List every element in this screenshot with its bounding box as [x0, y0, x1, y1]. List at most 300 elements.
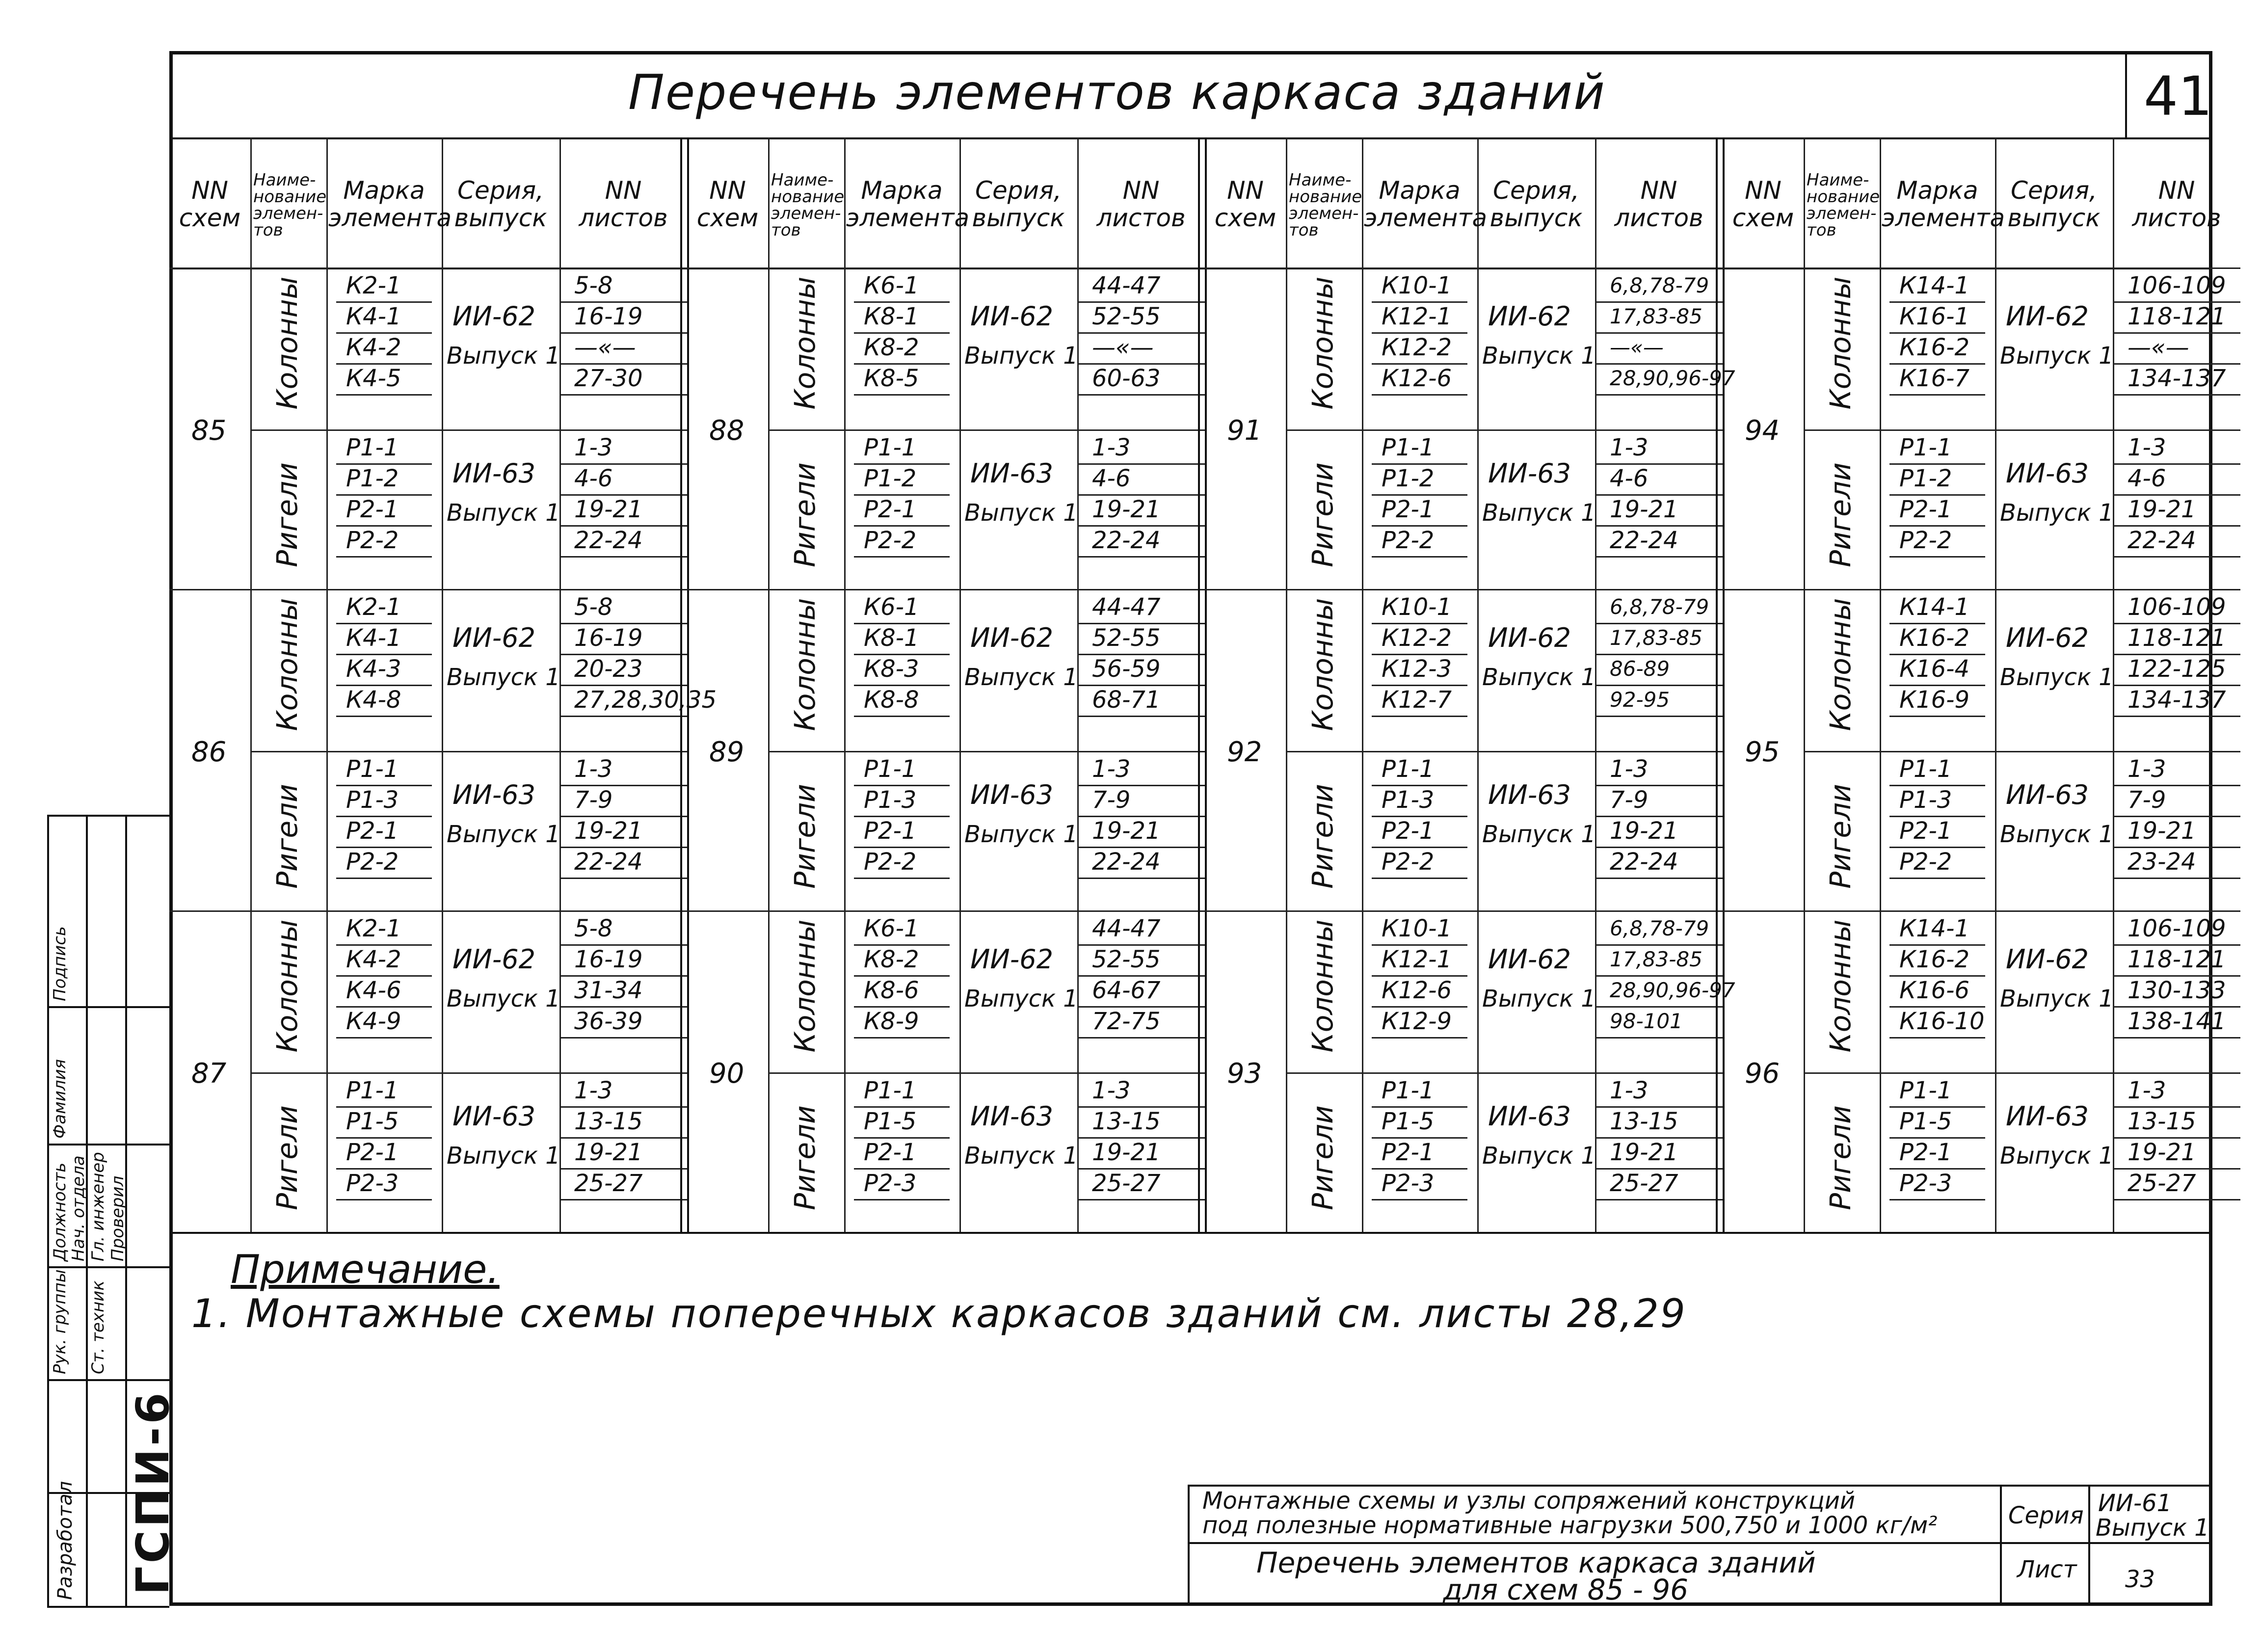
title-underline: [169, 137, 2212, 139]
subgroup-line: [250, 429, 687, 431]
column-mark: К8-8: [864, 686, 919, 714]
column-mark: К8-5: [864, 365, 919, 392]
group-line: [687, 910, 1205, 912]
group-line: [1723, 910, 2240, 912]
column-series: ИИ-62: [1488, 622, 1571, 653]
row-line: [854, 1037, 950, 1039]
girder-series: ИИ-63: [452, 1101, 535, 1132]
girder-issue: Выпуск 1: [2000, 821, 2114, 848]
column-sheets: 118-121: [2128, 624, 2226, 652]
column-sheets: 5-8: [574, 593, 613, 621]
column-mark: К10-1: [1382, 915, 1452, 942]
column-mark: К16-2: [1899, 946, 1970, 973]
girder-series: ИИ-63: [452, 779, 535, 810]
girder-sheets: 1-3: [1610, 434, 1649, 461]
girder-mark: Р2-1: [1382, 1139, 1435, 1166]
column-series: ИИ-62: [2006, 944, 2089, 975]
header-element-name: Наиме-нование элемен-тов: [253, 170, 327, 240]
row-line: [1595, 556, 1723, 558]
row-line: [854, 1199, 950, 1200]
girder-mark: Р2-2: [346, 848, 399, 876]
column-mark: К10-1: [1382, 593, 1452, 621]
column-issue: Выпуск 1: [447, 985, 560, 1013]
column-sheets: 17,83-85: [1610, 626, 1702, 650]
group-line: [169, 910, 687, 912]
column-mark: К4-6: [346, 977, 401, 1004]
column-mark: К2-1: [346, 915, 401, 942]
column-mark: К16-6: [1899, 977, 1970, 1004]
girder-series: ИИ-63: [2006, 779, 2089, 810]
subgroup-line: [250, 751, 687, 752]
row-line: [559, 394, 687, 396]
girder-mark: Р1-1: [1382, 755, 1435, 783]
girder-mark: Р1-1: [1899, 1077, 1952, 1104]
girder-sheets: 13-15: [2128, 1108, 2196, 1135]
column-line: [442, 137, 443, 1232]
title-block-description-1: Монтажные схемы и узлы сопряжений конструкций: [1202, 1487, 1856, 1515]
row-line: [559, 1199, 687, 1200]
girder-sheets: 13-15: [574, 1108, 643, 1135]
girder-sheets: 7-9: [2128, 786, 2166, 814]
column-mark: К12-2: [1382, 624, 1452, 652]
subgroup-line: [1286, 751, 1723, 752]
column-mark: К8-3: [864, 655, 919, 683]
girder-sheets: 1-3: [2128, 434, 2166, 461]
block-divider: [1205, 137, 1207, 1232]
girder-mark: Р1-2: [1382, 465, 1435, 492]
girder-issue: Выпуск 1: [2000, 1142, 2114, 1170]
girder-sheets: 1-3: [574, 1077, 613, 1104]
header-sheets: NN листов: [1096, 176, 1186, 232]
girder-mark: Р1-1: [346, 434, 399, 461]
column-sheets: 138-141: [2128, 1008, 2226, 1035]
column-sheets: 5-8: [574, 272, 613, 299]
group-line: [169, 267, 687, 269]
column-series: ИИ-62: [1488, 301, 1571, 332]
subgroup-line: [768, 429, 1205, 431]
column-sheets: 56-59: [1092, 655, 1161, 683]
header-schemes: NN схем: [1214, 176, 1277, 232]
element-name-girders: Ригели: [270, 1105, 304, 1210]
girder-sheets: 1-3: [2128, 755, 2166, 783]
element-name-columns: Колонны: [270, 919, 304, 1053]
girder-sheets: 19-21: [1092, 496, 1161, 523]
column-mark: К14-1: [1899, 593, 1970, 621]
row-line: [2113, 1199, 2240, 1200]
scheme-number: 89: [709, 736, 745, 768]
column-mark: К6-1: [864, 593, 919, 621]
girder-mark: Р2-3: [346, 1170, 399, 1197]
column-mark: К4-8: [346, 686, 401, 714]
scheme-number: 86: [191, 736, 227, 768]
column-sheets: 44-47: [1092, 915, 1161, 942]
girder-mark: Р1-1: [1899, 434, 1952, 461]
girder-mark: Р1-3: [1382, 786, 1435, 814]
header-schemes: NN схем: [1732, 176, 1794, 232]
column-sheets: 118-121: [2128, 946, 2226, 973]
column-sheets: 5-8: [574, 915, 613, 942]
note-title: Примечание.: [231, 1247, 500, 1292]
header-mark: Марка элемента: [1882, 176, 2005, 232]
column-mark: К10-1: [1382, 272, 1452, 299]
header-sheets: NN листов: [2132, 176, 2221, 232]
girder-mark: Р2-2: [864, 848, 917, 876]
row-line: [1077, 394, 1205, 396]
girder-sheets: 22-24: [1092, 527, 1161, 554]
group-line: [1205, 589, 1723, 590]
element-name-girders: Ригели: [788, 462, 822, 567]
girder-series: ИИ-63: [970, 1101, 1053, 1132]
girder-sheets: 1-3: [574, 755, 613, 783]
column-mark: К6-1: [864, 272, 919, 299]
element-name-columns: Колонны: [270, 598, 304, 731]
column-sheets: 17,83-85: [1610, 947, 1702, 971]
girder-mark: Р2-1: [1899, 817, 1952, 845]
column-issue: Выпуск 1: [1482, 342, 1596, 370]
girder-sheets: 1-3: [2128, 1077, 2166, 1104]
row-line: [559, 556, 687, 558]
girder-mark: Р1-1: [864, 434, 917, 461]
column-mark: К14-1: [1899, 915, 1970, 942]
girder-sheets: 23-24: [2128, 848, 2196, 876]
girder-issue: Выпуск 1: [1482, 1142, 1596, 1170]
girder-mark: Р1-3: [864, 786, 917, 814]
header-mark: Марка элемента: [1364, 176, 1488, 232]
column-sheets: —«—: [1610, 335, 1664, 359]
girder-sheets: 22-24: [2128, 527, 2196, 554]
column-series: ИИ-62: [2006, 301, 2089, 332]
girder-sheets: 19-21: [1610, 496, 1678, 523]
column-sheets: 64-67: [1092, 977, 1161, 1004]
row-line: [2113, 394, 2240, 396]
column-mark: К16-2: [1899, 624, 1970, 652]
column-mark: К8-2: [864, 946, 919, 973]
row-line: [1595, 1037, 1723, 1039]
row-line: [1372, 716, 1467, 717]
girder-mark: Р2-2: [346, 527, 399, 554]
girder-series: ИИ-63: [452, 458, 535, 489]
row-line: [1595, 716, 1723, 717]
girder-sheets: 4-6: [574, 465, 613, 492]
column-sheets: 27-30: [574, 365, 643, 392]
stamp-row-checked: Проверил: [108, 1175, 128, 1261]
girder-mark: Р2-1: [346, 496, 399, 523]
row-line: [2113, 556, 2240, 558]
column-line: [1804, 137, 1805, 1232]
row-line: [336, 556, 432, 558]
column-sheets: 134-137: [2128, 365, 2226, 392]
column-mark: К12-1: [1382, 946, 1452, 973]
subgroup-line: [768, 1072, 1205, 1074]
girder-sheets: 4-6: [2128, 465, 2166, 492]
girder-sheets: 22-24: [1092, 848, 1161, 876]
element-name-girders: Ригели: [270, 462, 304, 567]
girder-mark: Р2-1: [1899, 1139, 1952, 1166]
column-series: ИИ-62: [1488, 944, 1571, 975]
column-sheets: 52-55: [1092, 624, 1161, 652]
girder-mark: Р1-5: [1382, 1108, 1435, 1135]
block-divider: [1198, 137, 1200, 1232]
girder-sheets: 7-9: [1092, 786, 1131, 814]
column-issue: Выпуск 1: [447, 342, 560, 370]
girder-series: ИИ-63: [1488, 1101, 1571, 1132]
girder-mark: Р1-5: [346, 1108, 399, 1135]
row-line: [1372, 1037, 1467, 1039]
element-name-columns: Колонны: [1306, 598, 1339, 731]
column-sheets: 16-19: [574, 303, 643, 330]
column-sheets: 16-19: [574, 624, 643, 652]
row-line: [336, 394, 432, 396]
table-bottom-line: [169, 1232, 2212, 1234]
row-line: [1889, 878, 1985, 879]
girder-series: ИИ-63: [1488, 779, 1571, 810]
column-issue: Выпуск 1: [447, 664, 560, 691]
girder-sheets: 19-21: [1092, 1139, 1161, 1166]
column-sheets: 92-95: [1610, 688, 1670, 712]
girder-sheets: 4-6: [1610, 465, 1649, 492]
girder-sheets: 19-21: [574, 817, 643, 845]
group-line: [1723, 267, 2240, 269]
row-line: [1372, 1199, 1467, 1200]
row-line: [854, 716, 950, 717]
header-element-name: Наиме-нование элемен-тов: [771, 170, 845, 240]
girder-issue: Выпуск 1: [447, 1142, 560, 1170]
subgroup-line: [768, 751, 1205, 752]
group-line: [687, 267, 1205, 269]
column-line: [1477, 137, 1479, 1232]
column-sheets: 106-109: [2128, 272, 2226, 299]
column-series: ИИ-62: [452, 944, 535, 975]
block-divider: [1723, 137, 1725, 1232]
column-sheets: 6,8,78-79: [1610, 916, 1709, 940]
girder-sheets: 4-6: [1092, 465, 1131, 492]
element-name-girders: Ригели: [1306, 784, 1339, 889]
stamp-row-tech: Ст. техник: [88, 1280, 108, 1374]
column-sheets: 98-101: [1610, 1009, 1683, 1033]
column-sheets: 36-39: [574, 1008, 643, 1035]
page-number-divider: [2125, 51, 2127, 139]
girder-mark: Р2-3: [1899, 1170, 1952, 1197]
row-line: [1889, 1199, 1985, 1200]
row-line: [1595, 394, 1723, 396]
row-line: [1889, 394, 1985, 396]
column-line: [250, 137, 252, 1232]
row-line: [854, 556, 950, 558]
column-sheets: 6,8,78-79: [1610, 595, 1709, 619]
column-issue: Выпуск 1: [1482, 664, 1596, 691]
stamp-surname-col: Фамилия: [50, 1059, 70, 1139]
scheme-number: 96: [1745, 1058, 1780, 1090]
girder-mark: Р1-1: [1382, 1077, 1435, 1104]
girder-mark: Р2-1: [1382, 496, 1435, 523]
element-name-girders: Ригели: [1824, 462, 1857, 567]
girder-mark: Р1-2: [1899, 465, 1952, 492]
row-line: [336, 716, 432, 717]
scheme-number: 92: [1227, 736, 1262, 768]
column-mark: К16-4: [1899, 655, 1970, 683]
column-series: ИИ-62: [2006, 622, 2089, 653]
row-line: [559, 878, 687, 879]
element-name-columns: Колонны: [1824, 276, 1857, 410]
column-sheets: 60-63: [1092, 365, 1161, 392]
element-name-girders: Ригели: [1306, 1105, 1339, 1210]
girder-mark: Р1-5: [1899, 1108, 1952, 1135]
element-name-columns: Колонны: [1824, 919, 1857, 1053]
girder-mark: Р2-1: [864, 817, 917, 845]
girder-sheets: 19-21: [574, 496, 643, 523]
girder-mark: Р1-3: [1899, 786, 1952, 814]
element-name-columns: Колонны: [788, 276, 822, 410]
column-series: ИИ-62: [970, 622, 1053, 653]
row-line: [1077, 878, 1205, 879]
column-mark: К16-9: [1899, 686, 1970, 714]
header-schemes: NN схем: [696, 176, 759, 232]
element-name-columns: Колонны: [1306, 276, 1339, 410]
scheme-number: 90: [709, 1058, 745, 1090]
girder-sheets: 1-3: [1092, 1077, 1131, 1104]
title-block-description-2: под полезные нормативные нагрузки 500,750 и 1000 кг/м²: [1202, 1512, 1938, 1539]
element-name-columns: Колонны: [788, 598, 822, 731]
element-name-columns: Колонны: [1306, 919, 1339, 1053]
girder-series: ИИ-63: [970, 458, 1053, 489]
girder-mark: Р2-1: [1382, 817, 1435, 845]
column-mark: К8-2: [864, 334, 919, 361]
girder-sheets: 1-3: [1092, 755, 1131, 783]
girder-mark: Р2-2: [864, 527, 917, 554]
girder-issue: Выпуск 1: [447, 499, 560, 527]
header-mark: Марка элемента: [846, 176, 970, 232]
girder-sheets: 19-21: [1092, 817, 1161, 845]
note-text: 1. Монтажные схемы поперечных каркасов зданий см. листы 28,29: [191, 1291, 1687, 1336]
girder-sheets: 19-21: [1610, 817, 1678, 845]
row-line: [1595, 1199, 1723, 1200]
title-block-series-label: Серия: [2008, 1502, 2084, 1529]
girder-mark: Р1-1: [1899, 755, 1952, 783]
girder-issue: Выпуск 1: [2000, 499, 2114, 527]
page-title: Перечень элементов каркаса зданий: [628, 65, 1606, 121]
stamp-signature-col: Подпись: [50, 926, 70, 1001]
column-mark: К4-2: [346, 946, 401, 973]
row-line: [1889, 556, 1985, 558]
header-sheets: NN листов: [1614, 176, 1703, 232]
column-mark: К16-10: [1899, 1008, 1985, 1035]
row-line: [1372, 556, 1467, 558]
girder-mark: Р2-1: [346, 1139, 399, 1166]
girder-sheets: 22-24: [574, 527, 643, 554]
subgroup-line: [250, 1072, 687, 1074]
column-series: ИИ-62: [452, 301, 535, 332]
column-mark: К4-1: [346, 303, 401, 330]
column-sheets: 130-133: [2128, 977, 2226, 1004]
scheme-number: 85: [191, 415, 227, 447]
scheme-number: 95: [1745, 736, 1780, 768]
column-line: [326, 137, 328, 1232]
title-block-sheet-value: 33: [2125, 1566, 2155, 1593]
title-block-series-value: ИИ-61: [2098, 1490, 2172, 1517]
row-line: [1077, 716, 1205, 717]
stamp-developed: Разработал: [54, 1481, 77, 1600]
title-block-issue-value: Выпуск 1: [2096, 1514, 2209, 1542]
header-sheets: NN листов: [579, 176, 668, 232]
girder-mark: Р1-5: [864, 1108, 917, 1135]
column-mark: К8-9: [864, 1008, 919, 1035]
girder-sheets: 1-3: [1092, 434, 1131, 461]
column-issue: Выпуск 1: [964, 664, 1078, 691]
girder-issue: Выпуск 1: [447, 821, 560, 848]
row-line: [559, 1037, 687, 1039]
subgroup-line: [1286, 429, 1723, 431]
header-element-name: Наиме-нование элемен-тов: [1807, 170, 1880, 240]
column-mark: К2-1: [346, 593, 401, 621]
stamp-organization: ГСПИ-6: [127, 1389, 179, 1595]
girder-sheets: 13-15: [1610, 1108, 1678, 1135]
element-name-girders: Ригели: [788, 1105, 822, 1210]
column-sheets: 106-109: [2128, 915, 2226, 942]
girder-sheets: 19-21: [2128, 496, 2196, 523]
stamp-position-col: Должность: [50, 1162, 70, 1261]
row-line: [1077, 1037, 1205, 1039]
element-name-girders: Ригели: [1824, 784, 1857, 889]
scheme-number: 88: [709, 415, 745, 447]
girder-mark: Р1-2: [346, 465, 399, 492]
row-line: [2113, 1037, 2240, 1039]
girder-mark: Р2-3: [864, 1170, 917, 1197]
column-sheets: —«—: [1092, 334, 1154, 361]
block-divider: [169, 137, 171, 1232]
element-name-girders: Ригели: [1306, 462, 1339, 567]
column-line: [1362, 137, 1363, 1232]
column-mark: К16-1: [1899, 303, 1970, 330]
column-line: [1880, 137, 1881, 1232]
element-name-columns: Колонны: [1824, 598, 1857, 731]
girder-sheets: 19-21: [574, 1139, 643, 1166]
column-sheets: 122-125: [2128, 655, 2226, 683]
row-line: [854, 394, 950, 396]
group-line: [687, 589, 1205, 590]
girder-mark: Р2-2: [1899, 848, 1952, 876]
column-mark: К12-7: [1382, 686, 1452, 714]
column-sheets: 27,28,30,35: [574, 686, 717, 714]
column-sheets: 31-34: [574, 977, 643, 1004]
girder-issue: Выпуск 1: [964, 1142, 1078, 1170]
stamp-row-head: Нач. отдела: [69, 1155, 88, 1261]
girder-mark: Р2-1: [1899, 496, 1952, 523]
girder-sheets: 1-3: [574, 434, 613, 461]
row-line: [1595, 878, 1723, 879]
block-divider: [680, 137, 682, 1232]
column-mark: К6-1: [864, 915, 919, 942]
girder-sheets: 7-9: [1610, 786, 1649, 814]
column-sheets: 28,90,96-97: [1610, 978, 1735, 1002]
row-line: [336, 1199, 432, 1200]
girder-mark: Р1-3: [346, 786, 399, 814]
column-mark: К4-9: [346, 1008, 401, 1035]
element-name-girders: Ригели: [1824, 1105, 1857, 1210]
column-mark: К12-9: [1382, 1008, 1452, 1035]
girder-sheets: 22-24: [574, 848, 643, 876]
column-mark: К12-1: [1382, 303, 1452, 330]
girder-issue: Выпуск 1: [1482, 499, 1596, 527]
row-line: [1372, 878, 1467, 879]
scheme-number: 91: [1227, 415, 1262, 447]
girder-issue: Выпуск 1: [964, 499, 1078, 527]
row-line: [1077, 1199, 1205, 1200]
girder-sheets: 25-27: [1092, 1170, 1161, 1197]
column-sheets: —«—: [574, 334, 636, 361]
column-sheets: 72-75: [1092, 1008, 1161, 1035]
column-sheets: 17,83-85: [1610, 304, 1702, 328]
girder-mark: Р2-1: [864, 496, 917, 523]
